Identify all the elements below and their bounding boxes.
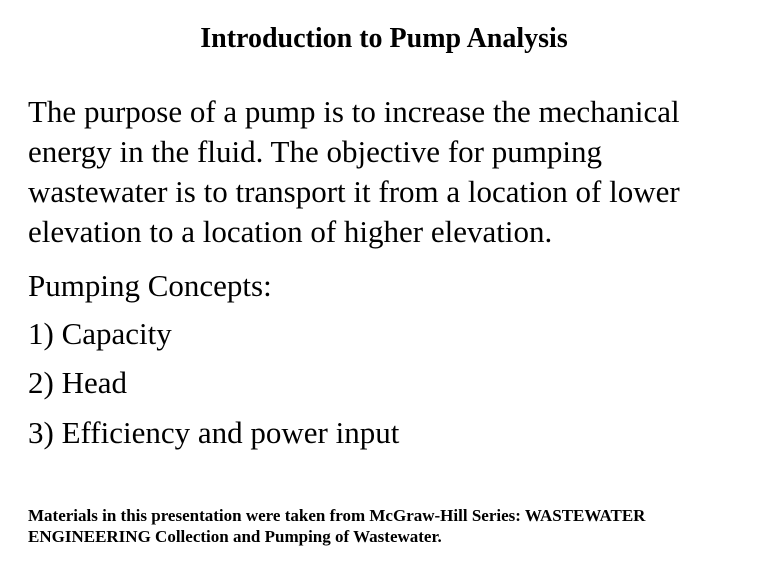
concepts-heading: Pumping Concepts:	[28, 268, 272, 303]
footer-note	[28, 505, 645, 547]
paragraph-line: energy in the fluid. The objective for pumping	[28, 134, 602, 169]
paragraph-line: wastewater is to transport it from a location of lower	[28, 174, 680, 209]
footer-line: Materials in this presentation were taken from McGraw-Hill Series: WASTEWATER	[28, 506, 646, 525]
intro-paragraph	[28, 92, 680, 252]
concept-item: 2) Head	[28, 365, 127, 400]
concept-item: 3) Efficiency and power input	[28, 415, 400, 450]
concept-item: 1) Capacity	[28, 316, 172, 351]
paragraph-line: The purpose of a pump is to increase the mechanical	[28, 94, 680, 129]
slide-title: Introduction to Pump Analysis	[200, 23, 568, 54]
footer-line: ENGINEERING Collection and Pumping of Wastewater.	[28, 527, 442, 546]
paragraph-line: elevation to a location of higher elevation.	[28, 214, 553, 249]
